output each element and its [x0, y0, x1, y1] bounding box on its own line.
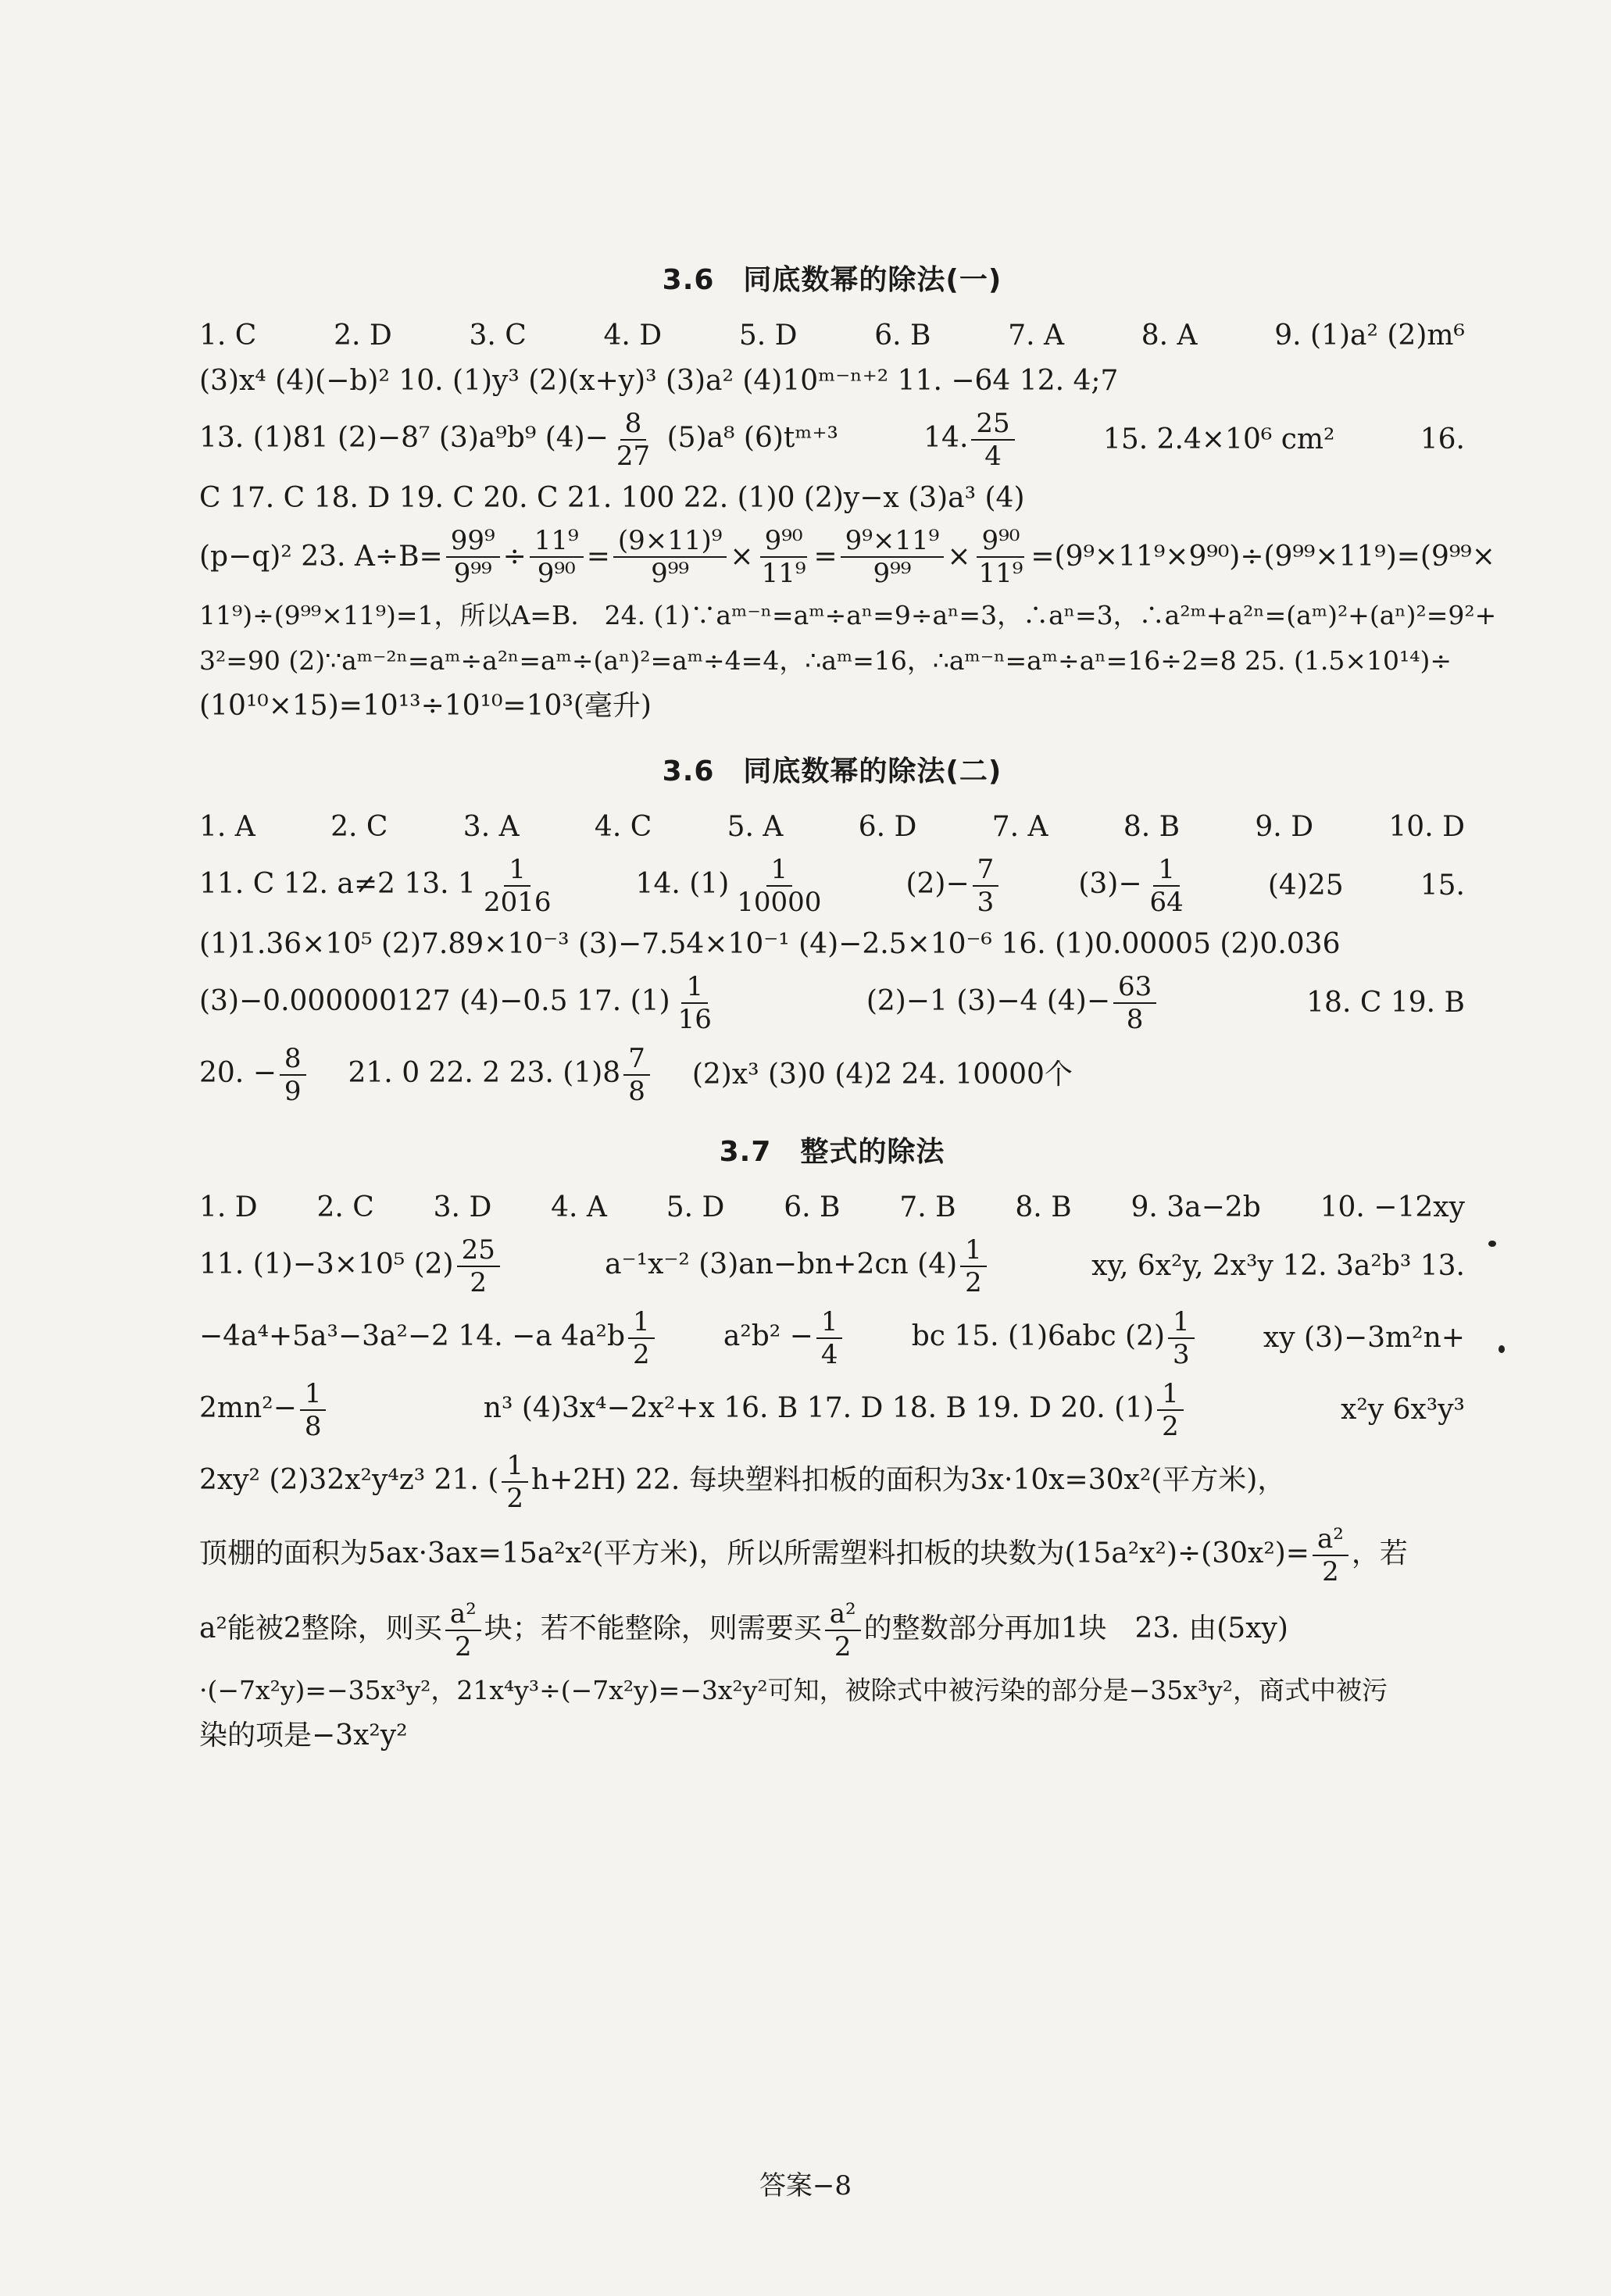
denominator: 16 — [677, 1004, 712, 1035]
answer-segment: −4a⁴+5a³−3a²−2 14. −a 4a²b — [199, 1320, 626, 1352]
fraction — [445, 1598, 481, 1662]
answer-text — [605, 1234, 990, 1298]
answer-segment: =(9⁹×11⁹×9⁹⁰)÷(9⁹⁹×11⁹)=(9⁹⁹× — [1031, 541, 1495, 573]
scan-speck — [1488, 1241, 1496, 1247]
numerator: 1 — [502, 1450, 528, 1483]
answer-item: 10. −12xy — [1320, 1191, 1465, 1223]
answer-text — [199, 971, 720, 1035]
fraction — [457, 1234, 500, 1298]
answer-line — [199, 593, 1497, 638]
answer-text — [348, 1043, 653, 1107]
answer-segment: 20. − — [199, 1057, 277, 1089]
answer-segment: × — [947, 541, 971, 573]
denominator: 9⁹⁰ — [537, 558, 576, 589]
answer-segment: (3)− — [1078, 868, 1142, 900]
numerator: 1 — [1153, 854, 1180, 887]
fraction — [973, 854, 999, 918]
answer-item: 3. C — [469, 320, 527, 352]
numerator: 1 — [1157, 1378, 1184, 1411]
answer-segment: x²y 6x³y³ — [1341, 1394, 1465, 1426]
answer-item: 9. D — [1255, 811, 1314, 843]
numerator: 25 — [971, 408, 1014, 441]
fraction — [973, 525, 1027, 589]
denominator: 11⁹ — [761, 558, 806, 589]
answer-segment: a⁻¹x⁻² (3)an−bn+2cn (4) — [605, 1248, 958, 1280]
answer-segment: (5)a⁸ (6)tᵐ⁺³ — [666, 422, 838, 454]
answer-segment: = — [813, 541, 838, 573]
answer-item: 5. D — [738, 320, 798, 352]
answer-line — [199, 922, 1465, 967]
answer-line — [199, 684, 1465, 729]
answer-text — [1078, 854, 1191, 918]
fraction — [960, 1234, 987, 1298]
fraction — [1313, 1523, 1348, 1587]
answer-line — [199, 1518, 1465, 1593]
answer-segment: 11. (1)−3×10⁵ (2) — [199, 1248, 454, 1280]
numerator: 8 — [620, 408, 647, 441]
answer-segment: (2)− — [906, 868, 970, 900]
answer-item: 7. A — [1008, 320, 1065, 352]
answer-text: (1)1.36×10⁵ (2)7.89×10⁻³ (3)−7.54×10⁻¹ (4)−2.5×10⁻⁶ 16. (1)0.00005 (2)0.036 — [199, 928, 1341, 960]
fraction — [1157, 1378, 1184, 1442]
answer-item: 1. D — [199, 1191, 258, 1223]
answer-line — [199, 1230, 1465, 1302]
answer-segment: 2mn²− — [199, 1392, 297, 1424]
answer-segment: × — [730, 541, 754, 573]
fraction — [446, 525, 500, 589]
answer-item: 1. A — [199, 811, 255, 843]
answer-text — [912, 1306, 1198, 1370]
section-title: 3.6 同底数幂的除法(二) — [662, 755, 1002, 787]
answer-segment: 21. 0 22. 2 23. (1)8 — [348, 1057, 621, 1089]
answer-segment: 11. C 12. a≠2 13. 1 — [199, 868, 476, 900]
fraction — [612, 408, 655, 472]
answer-item: 4. A — [551, 1191, 607, 1223]
numerator: 7 — [973, 854, 999, 887]
numerator: a² — [825, 1598, 861, 1631]
answer-text — [199, 1523, 1408, 1587]
denominator: 11⁹ — [978, 558, 1023, 589]
denominator: 8 — [628, 1076, 645, 1107]
denominator: 2 — [633, 1339, 650, 1370]
answer-line — [199, 404, 1465, 476]
answer-segment: 13. (1)81 (2)−8⁷ (3)a⁹b⁹ (4)− — [199, 422, 609, 454]
answer-text — [723, 1306, 846, 1370]
answer-line — [199, 638, 1465, 684]
fraction — [530, 525, 584, 589]
denominator: 4 — [820, 1339, 838, 1370]
answer-text — [866, 971, 1159, 1035]
fraction — [300, 1378, 327, 1442]
fraction — [841, 525, 945, 589]
answer-segment: a²能被2整除，则买 — [199, 1612, 442, 1644]
answer-text: 染的项是−3x²y² — [199, 1719, 408, 1751]
denominator: 10000 — [737, 887, 822, 918]
numerator: 1 — [628, 1306, 655, 1339]
answer-text: (10¹⁰×15)=10¹³÷10¹⁰=10³(毫升) — [199, 690, 652, 722]
answer-line — [199, 313, 1465, 359]
answer-segment: 15. — [1420, 869, 1465, 902]
answer-segment: 14. (1) — [635, 868, 730, 900]
answer-segment: 18. C 19. B — [1306, 987, 1465, 1019]
denominator: 64 — [1149, 887, 1184, 918]
denominator: 3 — [977, 887, 995, 918]
section-title: 3.6 同底数幂的除法(一) — [662, 264, 1002, 296]
answer-segment: (4)25 — [1267, 869, 1344, 902]
answer-line — [199, 1593, 1465, 1668]
section-title: 3.7 整式的除法 — [719, 1136, 945, 1168]
denominator: 9⁹⁹ — [873, 558, 912, 589]
denominator: 2 — [965, 1267, 982, 1298]
answer-segment: (p−q)² 23. A÷B= — [199, 541, 443, 573]
answer-text: 3²=90 (2)∵aᵐ⁻²ⁿ=aᵐ÷a²ⁿ=aᵐ÷(aⁿ)²=aᵐ÷4=4，∴aᵐ=16，∴aᵐ⁻ⁿ=aᵐ÷aⁿ=16÷2=8 25. (1.5×10¹⁴)÷ — [199, 645, 1452, 676]
answer-segment: 顶棚的面积为5ax·3ax=15a²x²(平方米)，所以所需塑料扣板的块数为(15a²x²)÷(30x²)= — [199, 1537, 1309, 1569]
fraction — [280, 1043, 306, 1107]
numerator: a² — [445, 1598, 481, 1631]
answer-text — [636, 854, 830, 918]
answer-item: 7. A — [991, 811, 1048, 843]
denominator: 9⁹⁹ — [651, 558, 690, 589]
numerator: 1 — [1168, 1306, 1195, 1339]
answer-text: ·(−7x²y)=−35x³y²，21x⁴y³÷(−7x²y)=−3x²y²可知，被除式中被污染的部分是−35x³y²，商式中被污 — [199, 1675, 1388, 1705]
answer-item: 7. B — [899, 1191, 956, 1223]
denominator: 2 — [454, 1631, 472, 1662]
answer-item: 8. B — [1123, 811, 1181, 843]
answer-item: 1. C — [199, 320, 257, 352]
page-footer: 答案−8 — [759, 2170, 852, 2201]
fraction — [623, 1043, 650, 1107]
answer-item: 3. D — [433, 1191, 492, 1223]
answer-segment: 2xy² (2)32x²y⁴z³ 21. ( — [199, 1464, 499, 1496]
answer-item: 8. A — [1141, 320, 1198, 352]
answer-text — [199, 408, 838, 472]
answer-line — [199, 476, 1465, 521]
denominator: 27 — [616, 441, 651, 472]
fraction — [1145, 854, 1188, 918]
numerator: 1 — [766, 854, 793, 887]
answer-segment: (3)−0.000000127 (4)−0.5 17. (1) — [199, 985, 670, 1017]
answer-text — [199, 1234, 503, 1298]
answer-line — [199, 1668, 1465, 1713]
numerator: 11⁹ — [530, 525, 584, 558]
answer-segment: xy (3)−3m²n+ — [1263, 1322, 1465, 1354]
answer-item: 10. D — [1388, 811, 1465, 843]
answer-item: 3. A — [463, 811, 520, 843]
answer-segment: h+2H) 22. 每块塑料扣板的面积为3x·10x=30x²(平方米)， — [530, 1464, 1286, 1496]
answer-segment: a²b² − — [723, 1320, 813, 1352]
numerator: 9⁹×11⁹ — [841, 525, 945, 558]
denominator: 2016 — [483, 887, 552, 918]
answer-text — [199, 854, 559, 918]
fraction — [757, 525, 811, 589]
answer-item: 2. C — [316, 1191, 374, 1223]
answer-item: 2. D — [334, 320, 392, 352]
numerator: a² — [1313, 1523, 1348, 1556]
answer-item: 9. (1)a² (2)m⁶ — [1274, 320, 1465, 352]
answer-item: 4. D — [603, 320, 663, 352]
answer-text: (3)x⁴ (4)(−b)² 10. (1)y³ (2)(x+y)³ (3)a² (4)10ᵐ⁻ⁿ⁺² 11. −64 12. 4;7 — [199, 365, 1119, 397]
answer-text: C 17. C 18. D 19. C 20. C 21. 100 22. (1)0 (2)y−x (3)a³ (4) — [199, 482, 1025, 514]
numerator: 9⁹⁰ — [977, 525, 1024, 558]
answer-text — [199, 1450, 1285, 1514]
answer-line — [199, 1039, 1465, 1111]
fraction — [479, 854, 556, 918]
answer-segment: 16. — [1420, 423, 1465, 455]
answer-item: 6. D — [858, 811, 917, 843]
answer-text: 11⁹)÷(9⁹⁹×11⁹)=1，所以A=B. 24. (1)∵aᵐ⁻ⁿ=aᵐ÷aⁿ=9÷aⁿ=3，∴aⁿ=3，∴a²ᵐ+a²ⁿ=(aᵐ)²+(aⁿ)²=9²+ — [199, 600, 1497, 630]
numerator: 99⁹ — [446, 525, 500, 558]
denominator: 8 — [1126, 1004, 1144, 1035]
numerator: 9⁹⁰ — [760, 525, 808, 558]
answer-line — [199, 805, 1465, 850]
answer-segment: xy, 6x²y, 2x³y 12. 3a²b³ 13. — [1091, 1250, 1465, 1282]
answer-item: 5. A — [727, 811, 784, 843]
answer-segment: (2)x³ (3)0 (4)2 24. 10000个 — [691, 1059, 1073, 1091]
fraction — [825, 1598, 861, 1662]
denominator: 4 — [984, 441, 1002, 472]
fraction — [673, 971, 716, 1035]
answer-line — [199, 359, 1465, 404]
numerator: (9×11)⁹ — [613, 525, 727, 558]
answer-line — [199, 1302, 1465, 1374]
denominator: 2 — [1322, 1556, 1339, 1587]
denominator: 2 — [470, 1267, 488, 1298]
denominator: 3 — [1173, 1339, 1190, 1370]
answer-segment: ，若 — [1351, 1537, 1408, 1569]
fraction — [613, 525, 727, 589]
numerator: 1 — [300, 1378, 327, 1411]
numerator: 1 — [504, 854, 530, 887]
numerator: 25 — [457, 1234, 500, 1267]
answer-text — [199, 1378, 329, 1442]
fraction — [628, 1306, 655, 1370]
denominator: 2 — [1162, 1411, 1179, 1442]
answer-segment: 14. — [923, 422, 969, 454]
answer-item: 9. 3a−2b — [1131, 1191, 1261, 1223]
answer-segment: = — [586, 541, 610, 573]
answer-segment: bc 15. (1)6abc (2) — [911, 1320, 1166, 1352]
numerator: 1 — [960, 1234, 987, 1267]
answer-line — [199, 1713, 1465, 1759]
answer-item: 5. D — [666, 1191, 725, 1223]
answer-line — [199, 1446, 1465, 1518]
answer-text — [199, 1306, 658, 1370]
denominator: 8 — [304, 1411, 322, 1442]
answer-segment: n³ (4)3x⁴−2x²+x 16. B 17. D 18. B 19. D 20. (1) — [483, 1392, 1155, 1424]
answer-line — [199, 1185, 1465, 1230]
answer-text — [199, 1043, 309, 1107]
answer-content — [199, 258, 1497, 1759]
answer-line — [199, 967, 1465, 1039]
answer-line — [199, 850, 1465, 922]
answer-text — [484, 1378, 1187, 1442]
answer-item: 4. C — [594, 811, 652, 843]
fraction — [816, 1306, 843, 1370]
fraction — [502, 1450, 528, 1514]
answer-segment: ÷ — [502, 541, 527, 573]
numerator: 1 — [816, 1306, 843, 1339]
answer-text — [906, 854, 1002, 918]
answer-item: 2. C — [330, 811, 388, 843]
answer-text — [199, 1598, 1288, 1662]
numerator: 1 — [681, 971, 708, 1004]
answer-segment: 的整数部分再加1块 23. 由(5xy) — [863, 1612, 1288, 1644]
answer-text — [923, 408, 1018, 472]
answer-segment: (2)−1 (3)−4 (4)− — [866, 985, 1110, 1017]
denominator: 2 — [834, 1631, 852, 1662]
denominator: 2 — [506, 1483, 523, 1514]
answer-item: 8. B — [1015, 1191, 1072, 1223]
answer-line — [199, 1374, 1465, 1446]
scan-speck — [1498, 1345, 1505, 1353]
answer-item: 6. B — [874, 320, 931, 352]
denominator: 9 — [284, 1076, 302, 1107]
fraction — [1168, 1306, 1195, 1370]
numerator: 7 — [623, 1043, 650, 1076]
fraction — [732, 854, 826, 918]
numerator: 8 — [280, 1043, 306, 1076]
denominator: 9⁹⁹ — [453, 558, 492, 589]
answer-segment: 15. 2.4×10⁶ cm² — [1102, 423, 1335, 455]
answer-line — [199, 521, 1495, 593]
fraction — [971, 408, 1014, 472]
answer-segment: 块；若不能整除，则需要买 — [484, 1612, 822, 1644]
fraction — [1113, 971, 1156, 1035]
answer-item: 6. B — [784, 1191, 841, 1223]
numerator: 63 — [1113, 971, 1156, 1004]
